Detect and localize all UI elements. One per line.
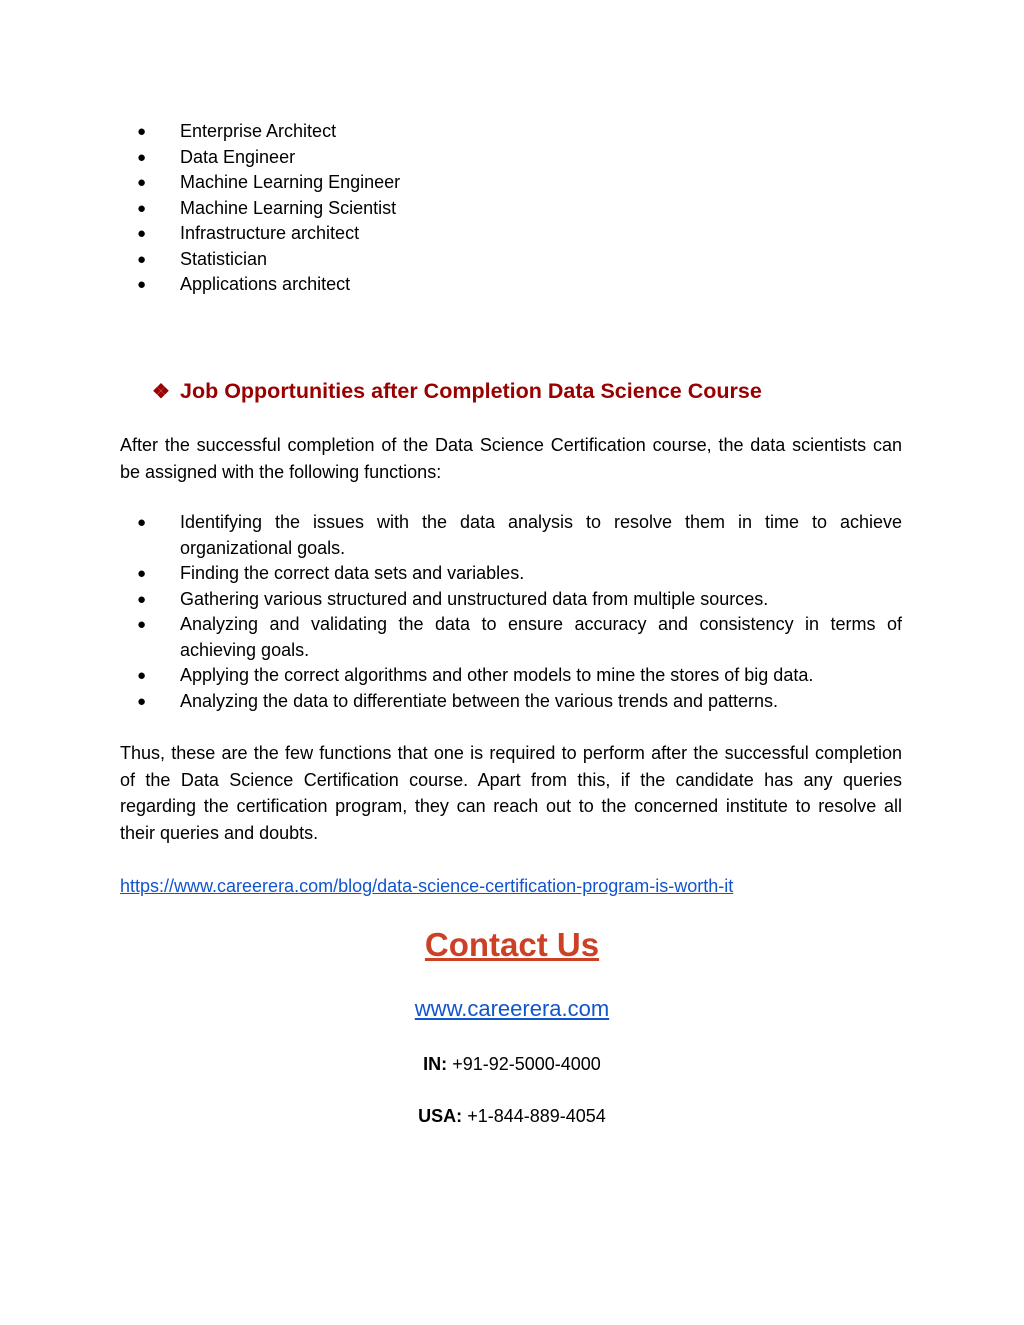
- bullet-icon: ●: [137, 123, 147, 140]
- section-heading: [152, 376, 762, 407]
- website-link[interactable]: www.careerera.com: [414, 996, 610, 1021]
- list-item: ● Enterprise Architect: [120, 119, 902, 145]
- article-link[interactable]: https://www.careerera.com/blog/data-science-certification-program-is-worth-it: [120, 876, 734, 896]
- intro-paragraph: After the successful completion of the Data Science Certification course, the data scientists can be assigned with the following functions:: [120, 435, 902, 482]
- section-heading-text: Job Opportunities after Completion Data Science Course: [180, 379, 762, 403]
- list-item: ● Identifying the issues with the data analysis to resolve them in time to achieve organizational goals.: [137, 512, 902, 558]
- phone-usa-label: USA:: [418, 1106, 463, 1126]
- list-item: ● Analyzing the data to differentiate between the various trends and patterns.: [120, 689, 902, 715]
- diamond-bullet-icon: ❖: [152, 381, 170, 403]
- phone-usa: [0, 1103, 1024, 1129]
- list-item: ● Data Engineer: [120, 145, 902, 171]
- roles-list: [120, 119, 902, 298]
- phone-india-number: +91-92-5000-4000: [452, 1054, 601, 1074]
- list-item: ● Applying the correct algorithms and other models to mine the stores of big data.: [120, 663, 902, 689]
- bullet-icon: ●: [137, 276, 147, 293]
- bullet-icon: ●: [137, 667, 147, 684]
- list-item: ● Statistician: [120, 247, 902, 273]
- phone-usa-number: +1-844-889-4054: [467, 1106, 606, 1126]
- phone-india-label: IN:: [423, 1054, 448, 1074]
- list-item: ● Machine Learning Scientist: [120, 196, 902, 222]
- bullet-icon: ●: [137, 148, 147, 166]
- closing-paragraph: Thus, these are the few functions that one is required to perform after the successful completion of the Data Science Certification course. Apart from this, if the candidate has any queries regarding the certification program, they can reach out to the concerned institute to resolve all their queries and doubts.: [120, 743, 902, 843]
- bullet-icon: ●: [137, 225, 147, 242]
- list-item: ● Gathering various structured and unstructured data from multiple sources.: [120, 587, 902, 613]
- phone-india: [0, 1051, 1024, 1077]
- list-item: ● Analyzing and validating the data to ensure accuracy and consistency in terms of achieving goals.: [137, 614, 902, 660]
- list-item: ● Applications architect: [120, 272, 902, 298]
- bullet-icon: ●: [137, 590, 147, 608]
- functions-list: [120, 510, 902, 714]
- contact-title: Contact Us: [424, 926, 600, 963]
- list-item: ● Infrastructure architect: [120, 221, 902, 247]
- list-item: ● Finding the correct data sets and variables.: [120, 561, 902, 587]
- bullet-icon: ●: [137, 616, 147, 633]
- bullet-icon: ●: [137, 174, 147, 191]
- bullet-icon: ●: [137, 514, 147, 531]
- bullet-icon: ●: [137, 199, 147, 217]
- website-container: [0, 994, 1024, 1024]
- list-item: ● Machine Learning Engineer: [120, 170, 902, 196]
- bullet-icon: ●: [137, 250, 147, 268]
- bullet-icon: ●: [137, 565, 147, 582]
- bullet-icon: ●: [137, 692, 147, 710]
